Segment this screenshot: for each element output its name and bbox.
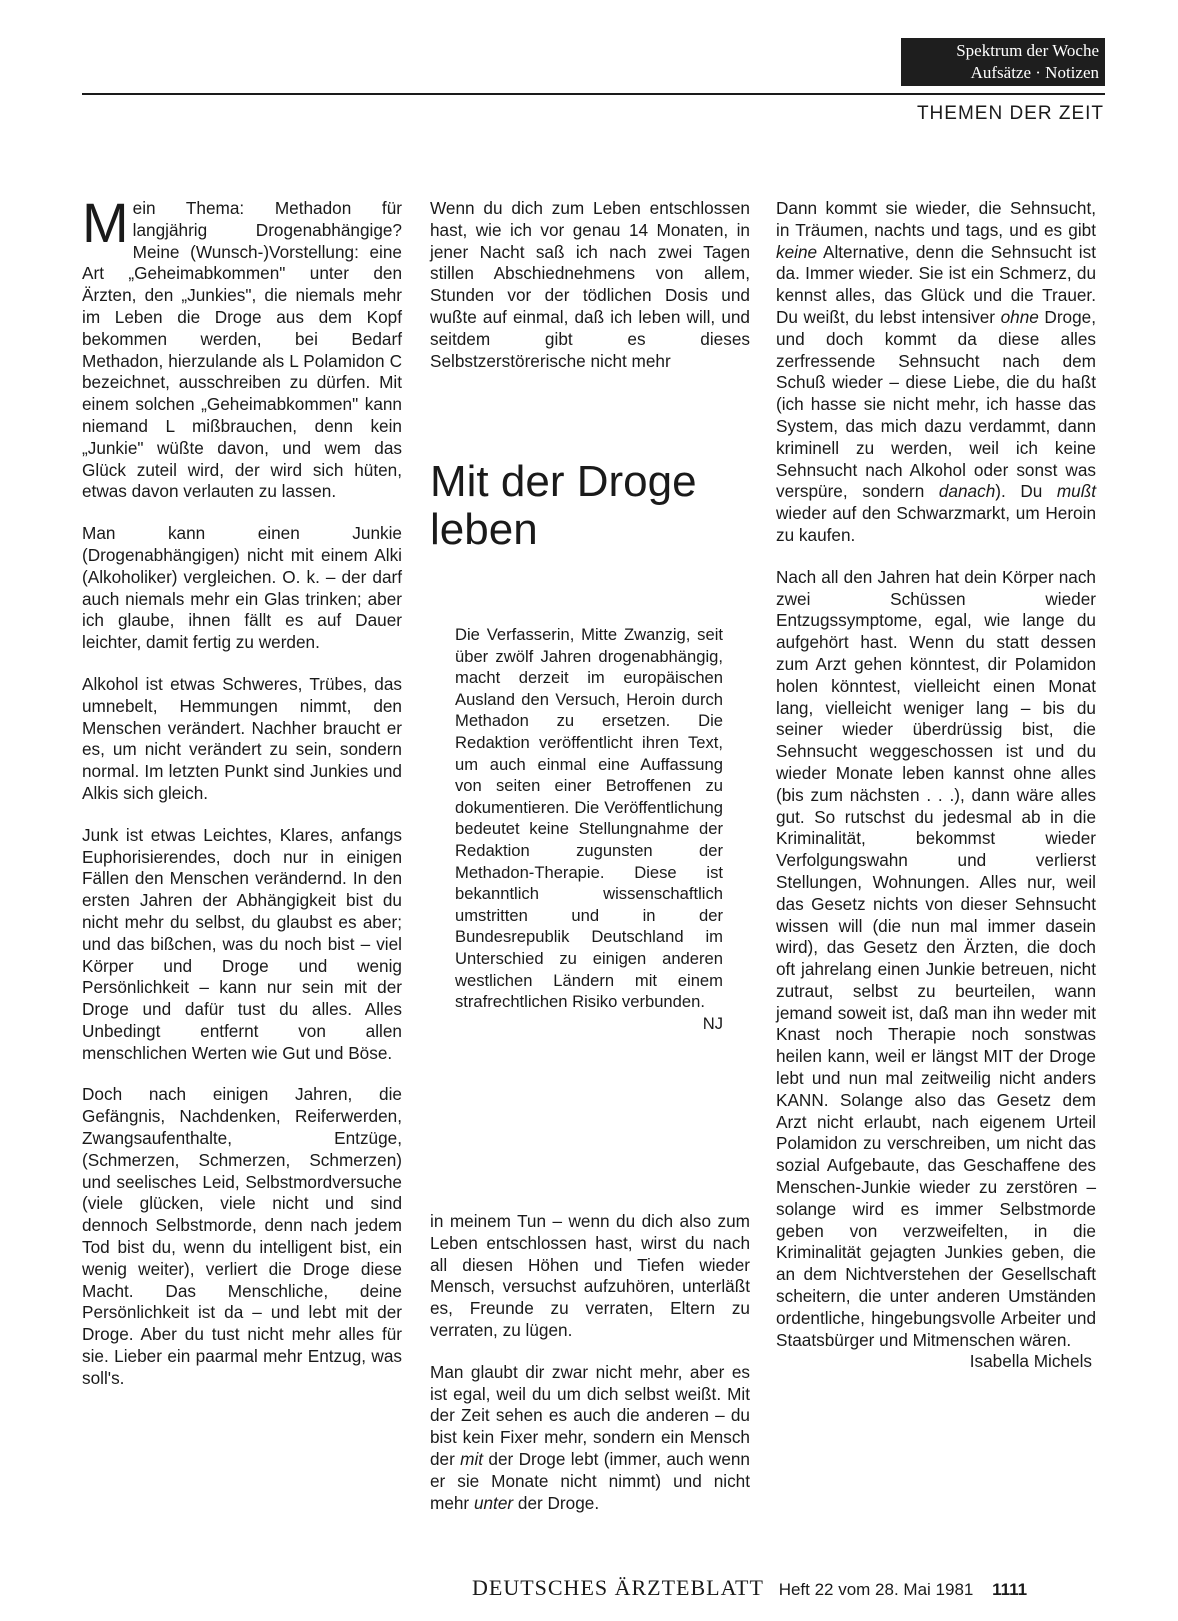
emphasis: danach <box>938 481 996 502</box>
paragraph: Junk ist etwas Leichtes, Klares, anfangs Euphorisierendes, doch nur in einigen Fällen den Menschen verändernd. In den ersten Jahren der Abhängigkeit bist du nicht mehr du selbst, du glaubst es aber; und das bißchen, was du noch bist – viel Körper und Droge und wenig Persönlichkeit – kann nur sein mit der Droge und dafür tust du alles. Alles Unbedingt entfernt von allen menschlichen Werten wie Gut und Böse. <box>82 824 402 1063</box>
paragraph: Nach all den Jahren hat dein Körper nach zwei Schüssen wieder Entzugssymptome, egal, wie lange du aufgehört hast. Wenn du statt dessen zum Arzt gehen könntest, dir Polamidon holen könntest, vielleicht einen Monat lang, vielleicht weniger lang – bis du seiner wieder überdrüssig bist, die Sehnsucht weggeschossen ist und du wieder Monate leben kannst ohne alles (bis zum nächsten . . .), dann wäre alles gut. So rutschst du jedesmal ab in die Kriminalität, bekommst wieder Verfolgungswahn und verlierst Stellungen, Wohnungen. Alles nur, weil das Gesetz nichts von dieser Sehnsucht wissen will (die nun mal immer dasein wird), das Gesetz den Ärzten, die doch oft jahrelang einen Junkie betreuen, nicht zutraut, selbst zu beurteilen, wann jemand soweit ist, daß man ihn weder mit Knast noch Therapie noch sonstwas heilen kann, weil er längst MIT der Droge lebt und nun mal zeitweilig nicht anders KANN. Solange also das Gesetz dem Arzt nicht erlaubt, nach eigenem Urteil Polamidon zu verschreiben, um nicht das sozial Aufgebaute, das Geschaffene des Menschen-Junkie wieder zu zerstören – solange wird es immer Selbstmorde geben von verzweifelten, in die Kriminalität gejagten Junkies geben, die an dem Nichtverstehen der Gesellschaft scheitern, die unter anderen Umständen ordentliche, hingebungsvolle Arbeiter und Staatsbürger und Mitmenschen wären. <box>776 566 1096 1350</box>
section-header-box <box>901 38 1105 86</box>
text-run: der Droge lebt (immer, auch wenn er sie Monate nicht nimmt) und nicht mehr <box>430 1448 750 1513</box>
text-run: wieder auf den Schwarzmarkt, um Heroin zu kaufen. <box>776 503 1096 545</box>
header-box-line1: Spektrum der Woche <box>956 41 1099 60</box>
text-run: Alternative, denn die Sehnsucht ist da. Immer wieder. Sie ist ein Schmerz, du kennst alles, das Glück und die Trauer. Du weißt, du lebst intensiver <box>776 241 1096 327</box>
paragraph <box>430 1362 750 1515</box>
paragraph-text: ein Thema: Methadon für langjährig Drogenabhängige? Meine (Wunsch-)Vorstellung: eine Art „Geheimabkommen" unter den Ärzten, den „Junkies", die niemals mehr im Leben die Droge aus dem Kopf bekommen werden, bei Bedarf Methadon, hierzulande als L Polamidon C bezeichnet, ausschreiben zu dürfen. Mit einem solchen „Geheimabkommen" kann niemand L mißbrauchen, denn kein „Junkie" wüßte davon, und wem das Glück zuteil wird, der wird sich hüten, etwas davon verlauten zu lassen. <box>82 198 402 502</box>
author-signature: Isabella Michels <box>969 1351 1092 1372</box>
paragraph: Wenn du dich zum Leben entschlossen hast, wie ich vor genau 14 Monaten, in jener Nacht saß ich nach zwei Tagen stillen Abschiednehmens von allem, Stunden vor der tödlichen Dosis und wußte auf einmal, daß ich leben will, und seitdem gibt es dieses Selbstzerstörerische nicht mehr <box>430 198 750 371</box>
text-run: ). Du <box>995 481 1057 502</box>
paragraph: Doch nach einigen Jahren, die Gefängnis, Nachdenken, Reiferwerden, Zwangsaufenthalte, Entzüge, (Schmerzen, Schmerzen, Schmerzen) und seelisches Leid, Selbstmordversuche (viele glücken, viele nicht und sind dennoch Selbstmorde, denn nach jedem Tod bist du, wenn du intelligent bist, ein wenig weiter), verliert die Droge diese Macht. Das Menschliche, deine Persönlichkeit ist da – und lebt mit der Droge. Aber du tust nicht mehr alles für sie. Lieber ein paarmal mehr Entzug, was soll's. <box>82 1084 402 1388</box>
text-run: Man glaubt dir zwar nicht mehr, aber es ist egal, weil du um dich selbst weißt. Mit der Zeit sehen es auch die anderen – du bist kein Fixer mehr, sondern ein Mensch der <box>430 1361 750 1469</box>
article-column-2-bottom <box>430 1211 750 1534</box>
editor-note-text: Die Verfasserin, Mitte Zwanzig, seit über zwölf Jahren drogenabhängig, macht derzeit im europäischen Ausland den Versuch, Heroin durch Methadon zu ersetzen. Die Redaktion veröffentlicht ihren Text, um auch einmal eine Auffassung von seiten einer Betroffenen zu dokumentieren. Die Veröffentlichung bedeutet keine Stellungnahme der Redaktion zugunsten der Methadon-Therapie. Diese ist bekanntlich wissenschaftlich umstritten und in der Bundesrepublik Deutschland im Unterschied zu einigen anderen westlichen Ländern mit einem strafrechtlichen Risiko verbunden. <box>455 625 723 1012</box>
emphasis: mußt <box>1056 481 1096 502</box>
page-footer <box>472 1575 1027 1601</box>
paragraph: in meinem Tun – wenn du dich also zum Leben entschlossen hast, wirst du nach all diesen Höhen und Tiefen wieder Mensch, versuchst aufzuhören, unterläßt es, Freunde zu verraten, Eltern zu verraten, zu lügen. <box>430 1211 750 1340</box>
editor-note-sign: NJ <box>702 1013 723 1033</box>
text-run: der Droge. <box>513 1492 600 1513</box>
article-column-1 <box>82 191 402 1410</box>
article-column-2-top <box>430 198 750 392</box>
text-run: Droge, und doch kommt da diese alles zerfressende Sehnsucht nach dem Schuß wieder – diese Liebe, die du haßt (ich hasse sie nicht mehr, ich hasse das System, das mich dazu verdammt, dann kriminell zu werden, weil ich keine Sehnsucht nach Alkohol oder sonst was verspüre, sondern <box>776 306 1096 502</box>
magazine-name: DEUTSCHES ÄRZTEBLATT <box>472 1575 764 1600</box>
issue-info: Heft 22 vom 28. Mai 1981 <box>778 1580 974 1599</box>
paragraph: Alkohol ist etwas Schweres, Trübes, das umnebelt, Hemmungen nimmt, den Menschen verändert. Nachher braucht er es, um nicht verändert zu sein, sondern normal. Im letzten Punkt sind Junkies und Alkis sich gleich. <box>82 673 402 803</box>
section-label: THEMEN DER ZEIT <box>916 103 1104 124</box>
header-box-line2: Aufsätze · Notizen <box>970 63 1099 82</box>
article-headline: Mit der Droge leben <box>430 457 697 554</box>
emphasis: ohne <box>1000 306 1039 327</box>
editor-note <box>455 624 723 1034</box>
drop-cap: M <box>82 191 129 254</box>
emphasis: unter <box>473 1492 514 1513</box>
paragraph <box>776 198 1096 547</box>
emphasis: keine <box>776 241 818 262</box>
article-column-3 <box>776 198 1096 1373</box>
text-run: Dann kommt sie wieder, die Sehnsucht, in Träumen, nachts und tags, und es gibt <box>776 198 1096 240</box>
emphasis: mit <box>460 1448 484 1469</box>
paragraph: Man kann einen Junkie (Drogenabhängigen) nicht mit einem Alki (Alkoholiker) vergleichen. O. k. – der darf auch niemals mehr ein Glas trinken; aber ich glaube, ihnen fällt es auf Dauer leichter, damit fertig zu werden. <box>82 523 402 653</box>
header-rule <box>82 93 1105 95</box>
page-number: 1111 <box>992 1580 1028 1599</box>
paragraph <box>82 191 402 503</box>
